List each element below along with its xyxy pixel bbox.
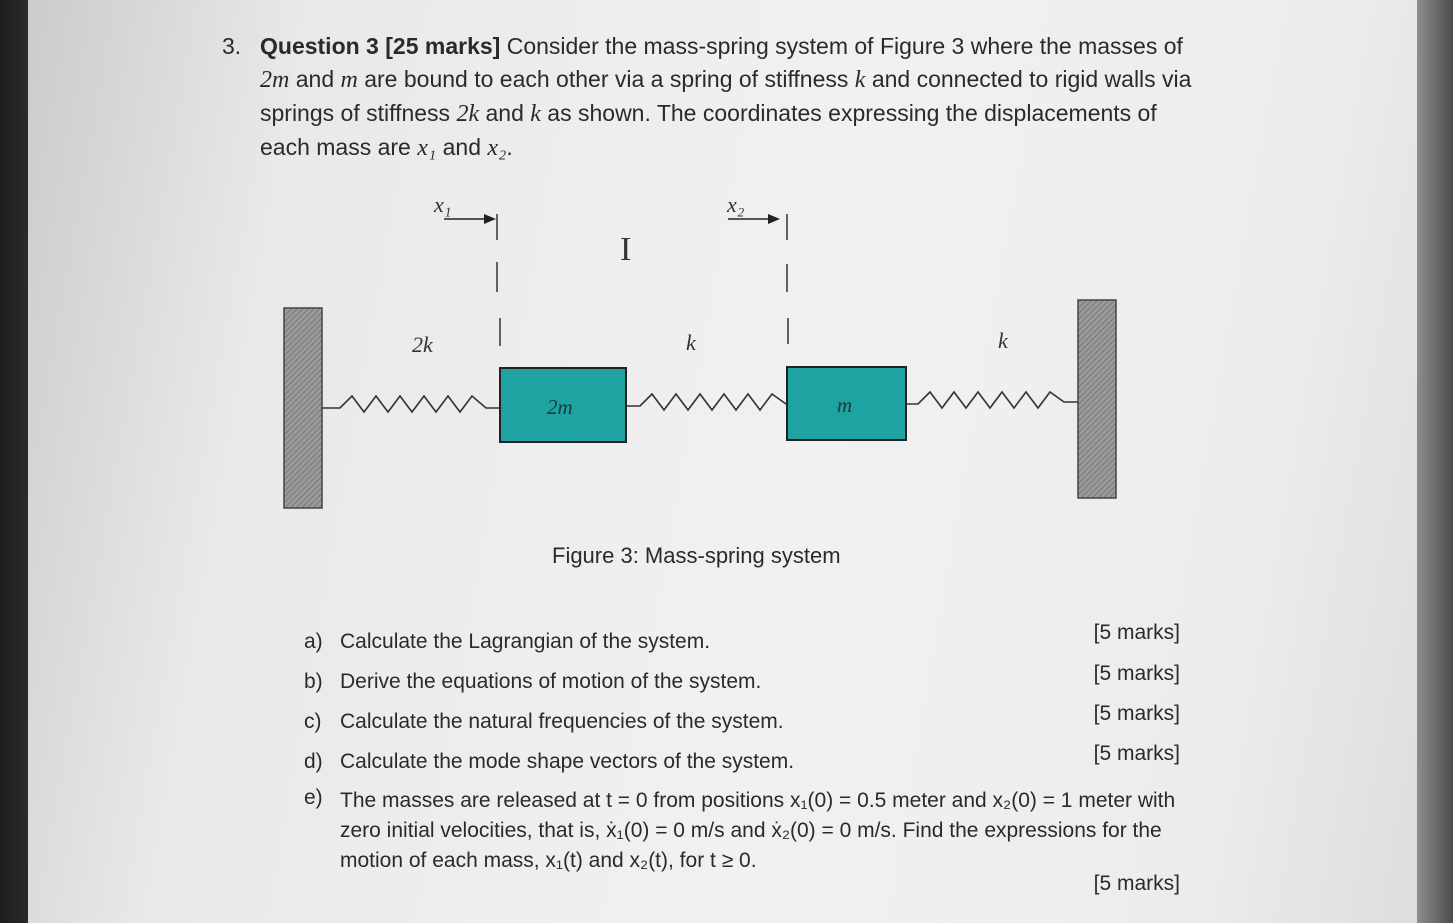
part-text: The masses are released at t = 0 from positions x₁(0) = 0.5 meter and x₂(0) = 1 meter with zero initial velocities, that is, ẋ₁(0) = 0 m/s and ẋ₂(0) = 0 m/s. Find the expressions for the motion of each mass, x₁(t) and x₂(t), for t ≥ 0. [340, 789, 1176, 872]
part-letter: c) [304, 710, 322, 733]
text-cursor-icon: I [620, 231, 632, 268]
intro-text: and connected to rigid walls via springs of stiffness [260, 66, 1192, 126]
intro-text: and [436, 134, 488, 160]
question-number: 3. [222, 33, 242, 59]
right-wall [1078, 300, 1116, 498]
math-2m: 2m [260, 67, 290, 93]
intro-text: Consider the mass-spring system of Figure 3 where the masses of [500, 33, 1183, 59]
intro-text: . [506, 134, 513, 160]
part-text: Derive the equations of motion of the system. [340, 670, 762, 693]
x1-dashed-line [497, 214, 500, 346]
part-text: Calculate the mode shape vectors of the system. [340, 750, 795, 773]
x1-label: x₁ [434, 192, 452, 217]
part-marks: [5 marks] [1093, 702, 1180, 725]
mass-2m-label: 2m [547, 395, 573, 419]
part-letter: b) [304, 670, 323, 693]
left-wall [284, 308, 322, 508]
left-spring [322, 396, 500, 412]
math-x1: x₁ [417, 135, 437, 161]
part-letter: a) [304, 630, 323, 653]
part-text: Calculate the natural frequencies of the system. [340, 710, 784, 733]
math-k: k [530, 101, 541, 127]
x2-dashed-line [787, 214, 788, 344]
intro-text: and [289, 66, 341, 92]
right-spring [906, 392, 1078, 408]
mass-m-label: m [837, 393, 853, 417]
x2-arrowhead [768, 214, 780, 224]
part-letter: d) [304, 750, 323, 773]
part-marks: [5 marks] [1093, 662, 1180, 685]
part-marks: [5 marks] [1093, 872, 1180, 895]
middle-spring [626, 394, 786, 410]
intro-text: are bound to each other via a spring of stiffness [357, 66, 855, 92]
left-spring-label: 2k [412, 332, 433, 357]
part-marks: [5 marks] [1093, 742, 1180, 765]
math-x2: x₂ [487, 135, 507, 161]
x1-arrowhead [484, 214, 496, 224]
question-title: Question 3 [25 marks] [260, 33, 501, 59]
math-m: m [340, 67, 358, 93]
part-marks: [5 marks] [1093, 621, 1180, 644]
part-letter: e) [304, 786, 323, 809]
part-text: Calculate the Lagrangian of the system. [340, 630, 711, 653]
math-k: k [854, 67, 866, 93]
middle-spring-label: k [686, 330, 696, 355]
x2-label: x₂ [727, 192, 745, 217]
intro-text: and [479, 100, 531, 126]
right-spring-label: k [998, 328, 1008, 353]
intro-text: as shown. The coordinates expressing the displacements of each mass are [260, 100, 1157, 160]
math-2k: 2k [456, 101, 480, 127]
figure-caption: Figure 3: Mass-spring system [552, 543, 841, 568]
